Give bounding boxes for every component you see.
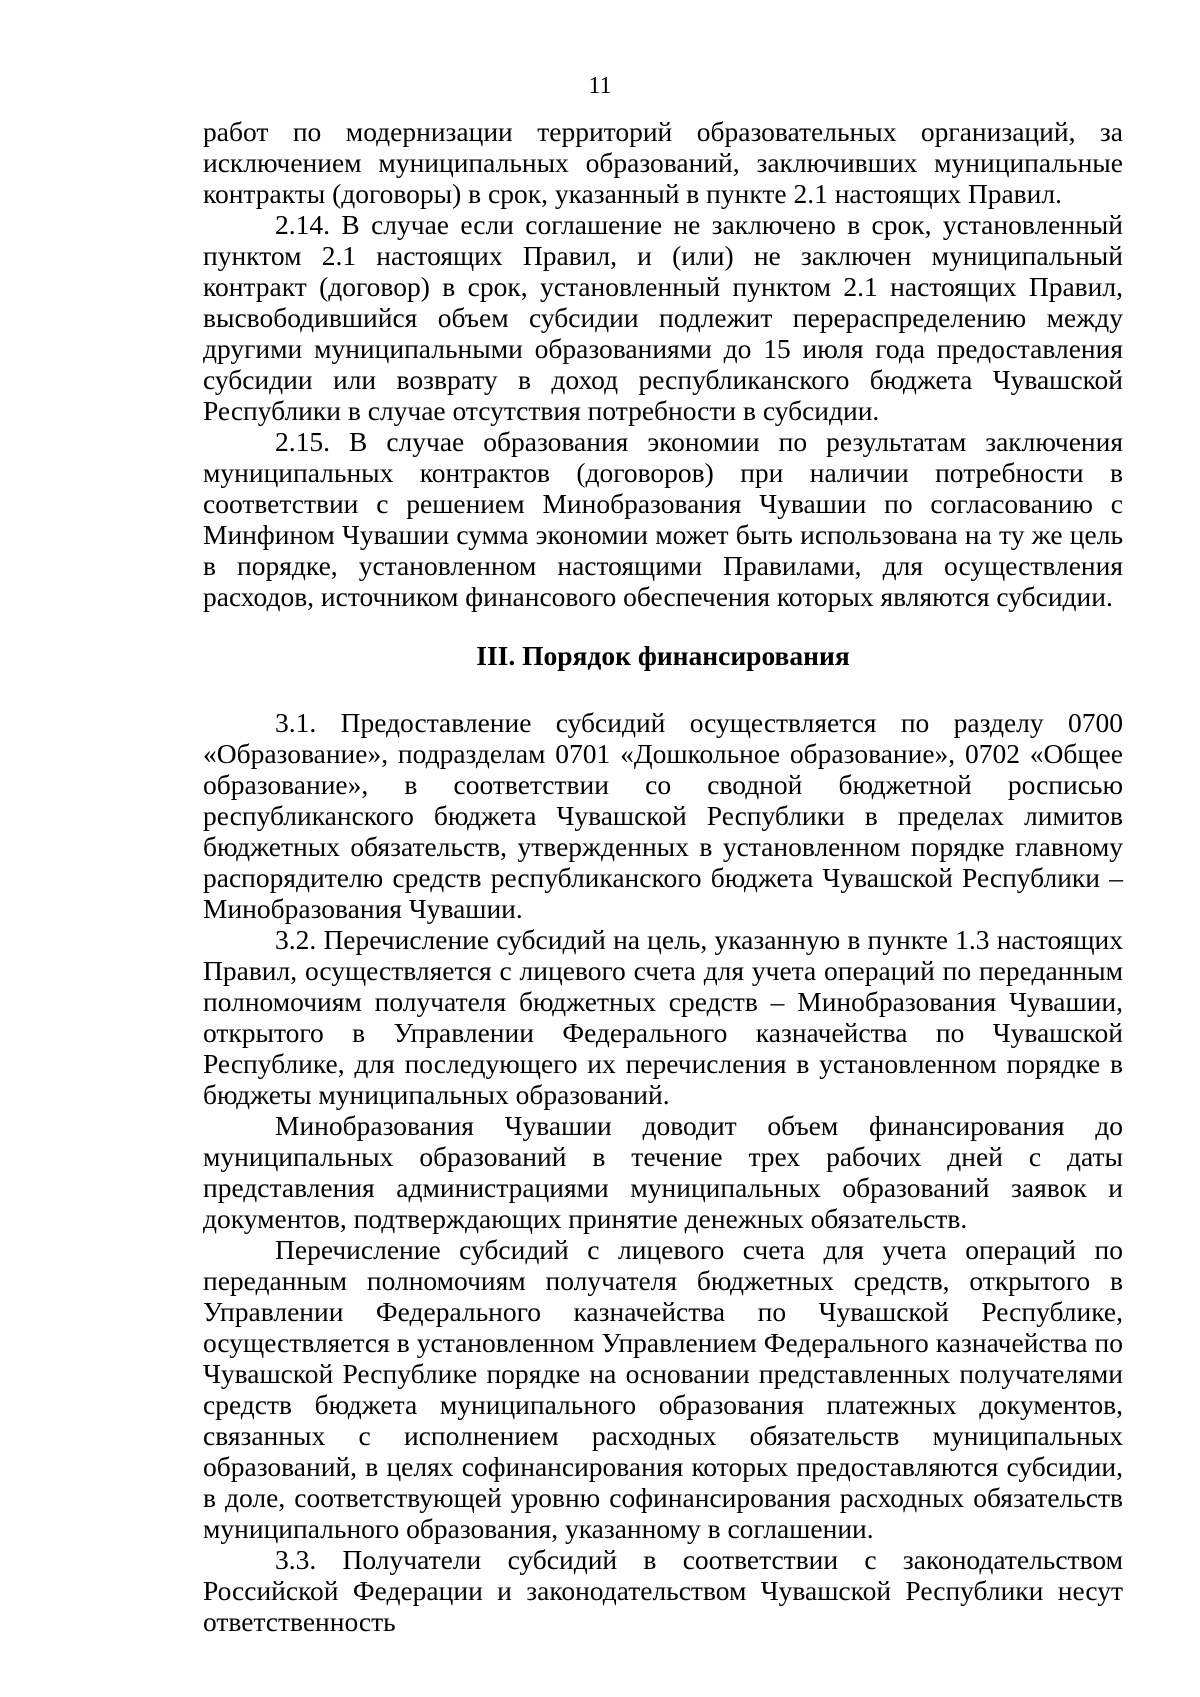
section-title: III. Порядок финансирования [476,640,850,671]
paragraph-2-15: 2.15. В случае образования экономии по результатам заключения муниципальных контрактов (договоров) при наличии потребности в соответствии с решением Минобразования Чувашии по согласованию с Минфином Чувашии сумма экономии может быть использована на ту же цель в порядке, установленном настоящими Правилами, для осуществления расходов, источником финансового обеспечения которых являются субсидии. [203,426,1123,612]
paragraph-3-2-transfer: Перечисление субсидий с лицевого счета для учета операций по переданным полномочиям получателя бюджетных средств, открытого в Управлении Федерального казначейства по Чувашской Республике, осуществляется в установленном Управлением Федерального казначейства по Чувашской Республике порядке на основании представленных получателями средств бюджета муниципального образования платежных документов, связанных с исполнением расходных обязательств муниципальных образований, в целях софинансирования которых предоставляются субсидии, в доле, соответствующей уровню софинансирования расходных обязательств муниципального образования, указанному в соглашении. [203,1234,1123,1544]
paragraph-2-14: 2.14. В случае если соглашение не заключено в срок, установленный пунктом 2.1 настоящих Правил, и (или) не заключен муниципальный контракт (договор) в срок, установленный пунктом 2.1 настоящих Правил, высвободившийся объем субсидии подлежит перераспределению между другими муниципальными образованиями до 15 июля года предоставления субсидии или возврату в доход республиканского бюджета Чувашской Республики в случае отсутствия потребности в субсидии. [203,209,1123,426]
page-number: 11 [588,73,612,99]
paragraph-3-1: 3.1. Предоставление субсидий осуществляется по разделу 0700 «Образование», подразделам 0701 «Дошкольное образование», 0702 «Общее образование», в соответствии со сводной бюджетной росписью республиканского бюджета Чувашской Республики в пределах лимитов бюджетных обязательств, утвержденных в установленном порядке главному распорядителю средств республиканского бюджета Чувашской Республики – Минобразования Чувашии. [203,707,1123,924]
paragraph-3-3: 3.3. Получатели субсидий в соответствии с законодательством Российской Федерации и законодательством Чувашской Республики несут ответственность [203,1544,1123,1637]
paragraph-3-2: 3.2. Перечисление субсидий на цель, указанную в пункте 1.3 настоящих Правил, осуществляется с лицевого счета для учета операций по переданным полномочиям получателя бюджетных средств – Минобразования Чувашии, открытого в Управлении Федерального казначейства по Чувашской Республике, для последующего их перечисления в установленном порядке в бюджеты муниципальных образований. [203,924,1123,1110]
paragraph-continued: работ по модернизации территорий образовательных организаций, за исключением муниципальных образований, заключивших муниципальные контракты (договоры) в срок, указанный в пункте 2.1 настоящих Правил. [203,116,1123,209]
paragraph-3-2-funding: Минобразования Чувашии доводит объем финансирования до муниципальных образований в течение трех рабочих дней с даты представления администрациями муниципальных образований заявок и документов, подтверждающих принятие денежных обязательств. [203,1110,1123,1234]
document-body [203,116,1123,1637]
